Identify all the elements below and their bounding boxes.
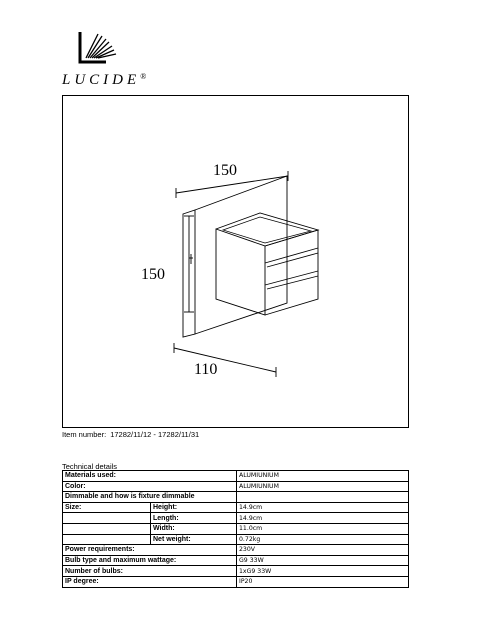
row-value: 230V	[237, 545, 409, 556]
row-label	[63, 523, 151, 534]
tech-details-table	[62, 470, 409, 588]
row-sublabel: Net weight:	[151, 534, 237, 545]
width-dimension-label: 150	[213, 162, 237, 179]
row-label: IP degree:	[63, 576, 237, 587]
table-row	[63, 471, 409, 482]
depth-dimension-label: 110	[194, 361, 218, 378]
row-label: Dimmable and how is fixture dimmable	[63, 492, 237, 503]
table-row	[63, 566, 409, 577]
brand-name: LUCIDE	[62, 72, 141, 88]
item-number-label: Item number:	[62, 430, 107, 439]
row-value: 0.72kg	[237, 534, 409, 545]
row-sublabel: Width:	[151, 523, 237, 534]
row-value: 1xG9 33W	[237, 566, 409, 577]
row-value: 14.9cm	[237, 502, 409, 513]
item-number-value: 17282/11/12 - 17282/11/31	[110, 430, 200, 439]
row-value: ALUMIUNIUM	[237, 471, 409, 482]
row-value: G9 33W	[237, 555, 409, 566]
row-label: Size:	[63, 502, 151, 513]
brand-wordmark	[62, 72, 146, 89]
row-sublabel: Height:	[151, 502, 237, 513]
row-sublabel: Length:	[151, 513, 237, 524]
product-drawing	[63, 96, 410, 429]
row-label: Power requirements:	[63, 545, 237, 556]
height-dimension-label: 150	[141, 266, 165, 283]
table-row	[63, 545, 409, 556]
table-row	[63, 555, 409, 566]
row-label: Color:	[63, 481, 237, 492]
row-label	[63, 534, 151, 545]
table-row	[63, 481, 409, 492]
row-value: 11.0cm	[237, 523, 409, 534]
row-label: Number of bulbs:	[63, 566, 237, 577]
table-row	[63, 576, 409, 587]
row-value	[237, 492, 409, 503]
registered-mark: ®	[140, 72, 147, 81]
lucide-logo-mark-icon	[76, 28, 122, 68]
item-number	[62, 430, 203, 439]
table-row	[63, 502, 409, 513]
row-value: 14.9cm	[237, 513, 409, 524]
brand-logo	[62, 28, 152, 92]
row-label: Materials used:	[63, 471, 237, 482]
row-label: Bulb type and maximum wattage:	[63, 555, 237, 566]
row-value: ALUMIUNIUM	[237, 481, 409, 492]
drawing-frame	[62, 95, 409, 428]
table-row	[63, 523, 409, 534]
tech-details-heading: Technical details	[62, 462, 118, 471]
table-row	[63, 513, 409, 524]
table-row	[63, 534, 409, 545]
table-row	[63, 492, 409, 503]
row-label	[63, 513, 151, 524]
row-value: IP20	[237, 576, 409, 587]
